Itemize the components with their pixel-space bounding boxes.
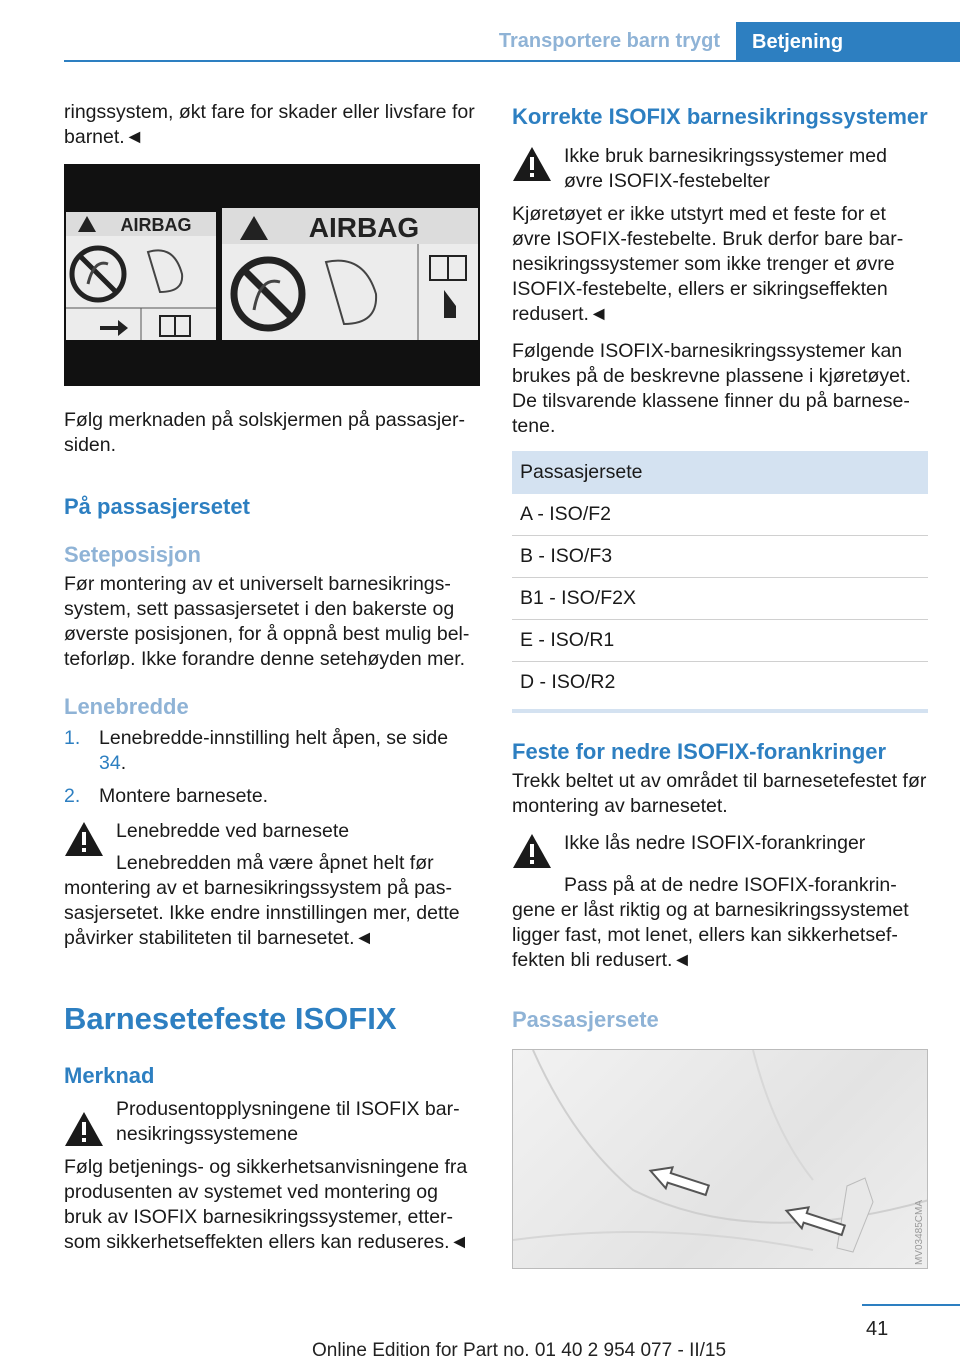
airbag-warning-label-image: [64, 164, 480, 386]
isofix-instructions: Følg betjenings- og sikkerhetsanvisningene fra produsenten av systemet ved montering og bruk av ISOFIX barnesikringssystemer, etter-som sikkerhetseffekten ellers kan reduseres.◄: [64, 1156, 469, 1253]
heading-lower-anchors: Feste for nedre ISOFIX-forankringer: [512, 739, 887, 764]
table-row: [512, 494, 928, 536]
table-row: [512, 620, 928, 662]
list-item: [64, 726, 480, 776]
header-rule: [64, 60, 960, 62]
airbag-label-graphic: [64, 164, 480, 386]
step-text: Montere barnesete.: [99, 785, 269, 807]
table-cell: B1 - ISO/F2X: [512, 578, 928, 620]
step-text-end: .: [120, 752, 127, 774]
warning-icon: [512, 833, 552, 869]
airbag-large-text: AIRBAG: [308, 212, 420, 243]
sunvisor-note: Følg merknaden på solskjermen på passasjer-siden.: [64, 409, 466, 456]
table-cell: B - ISO/F3: [512, 536, 928, 578]
table-row: [512, 662, 928, 704]
intro-paragraph: ringssystem, økt fare for skader eller livsfare for barnet.◄: [64, 101, 475, 148]
classes-text: Følgende ISOFIX-barnesikringssystemer kan brukes på de beskrevne plassene i kjøretøyet. De tilsvarende klassene finner du på barnese-tene.: [512, 340, 911, 437]
heading-backrest-width: Lenebredde: [64, 694, 189, 719]
heading-seat-position: Seteposisjon: [64, 542, 201, 567]
page-link-34[interactable]: 34: [99, 752, 121, 774]
list-item: [64, 784, 480, 809]
seat-anchor-image: [512, 1049, 928, 1269]
left-column: [64, 100, 480, 1267]
warning-backrest: [64, 819, 480, 863]
chapter-title: Transportere barn trygt: [498, 30, 720, 52]
table-header: Passasjersete: [512, 451, 928, 494]
tether-text: Kjøretøyet er ikke utstyrt med et feste for et øvre ISOFIX-festebelte. Bruk derfor bare bar-nesikringssystemer som ikke trenger et øvre ISOFIX-festebelte, ellers er sikringseffekten redusert.◄: [512, 203, 904, 325]
warning-title: Ikke bruk barnesikringssystemer med øvre ISOFIX-festebelter: [564, 145, 887, 192]
image-code: MV03485CMA: [914, 1200, 925, 1266]
page-header: [0, 0, 960, 64]
lower-anchor-text: Trekk beltet ut av området til barnesetefestet før montering av barnesetet.: [512, 770, 927, 817]
warning-icon: [64, 1111, 104, 1147]
warning-tether: [512, 144, 928, 194]
table-row: [512, 578, 928, 620]
table-cell: D - ISO/R2: [520, 671, 616, 693]
warning-lower-anchors-body: Pass på at de nedre ISOFIX-forankrin-gene er låst riktig og at barnesikringssystemet ligger fast, mot lenet, ellers kan sikkerhetsef-fekten bli redusert.◄: [512, 874, 909, 971]
warning-icon: [64, 821, 104, 857]
table-end-rule: [512, 709, 928, 713]
warning-title: Produsentopplysningene til ISOFIX bar-nesikringssystemene: [116, 1098, 460, 1145]
backrest-steps: [64, 726, 480, 809]
heading-note: Merknad: [64, 1063, 155, 1088]
seat-illustration: [513, 1050, 928, 1269]
warning-lower-anchors: [512, 831, 928, 875]
warning-manufacturer: [64, 1097, 480, 1147]
table-cell: E - ISO/R1: [512, 620, 928, 662]
seat-position-text: Før montering av et universelt barnesikrings-system, sett passasjersetet i den bakerste og øverste posisjonen, for å oppnå best mulig bel-teforløp. Ikke forandre denne setehøyden mer.: [64, 573, 470, 670]
section-tab: Betjening: [736, 22, 960, 62]
heading-correct-isofix: Korrekte ISOFIX barnesikringssystemer: [512, 104, 928, 129]
warning-title: Ikke lås nedre ISOFIX-forankringer: [564, 832, 866, 854]
footer-rule: [862, 1304, 960, 1306]
heading-isofix: Barnesetefeste ISOFIX: [64, 1001, 397, 1036]
table-cell: A - ISO/F2: [512, 494, 928, 536]
page-number: 41: [866, 1318, 889, 1340]
table-row: [512, 536, 928, 578]
step-number: 1.: [64, 727, 81, 749]
warning-icon: [512, 146, 552, 182]
heading-passenger-seat-image: Passasjersete: [512, 1007, 659, 1032]
edition-text: Online Edition for Part no. 01 40 2 954 077 - II/15: [312, 1340, 727, 1361]
isofix-class-table: [512, 451, 928, 703]
warning-title: Lenebredde ved barnesete: [116, 820, 350, 842]
heading-passenger-seat: På passasjersetet: [64, 494, 250, 519]
step-text: Lenebredde-innstilling helt åpen, se side: [99, 727, 449, 749]
warning-backrest-body: Lenebredden må være åpnet helt før montering av et barnesikringssystem på pas-sasjersetet. Ikke endre innstillingen mer, dette påvirker stabiliteten til barnesetet.◄: [64, 852, 460, 949]
right-column: [512, 100, 928, 1269]
step-number: 2.: [64, 785, 81, 807]
airbag-small-text: AIRBAG: [120, 215, 192, 235]
